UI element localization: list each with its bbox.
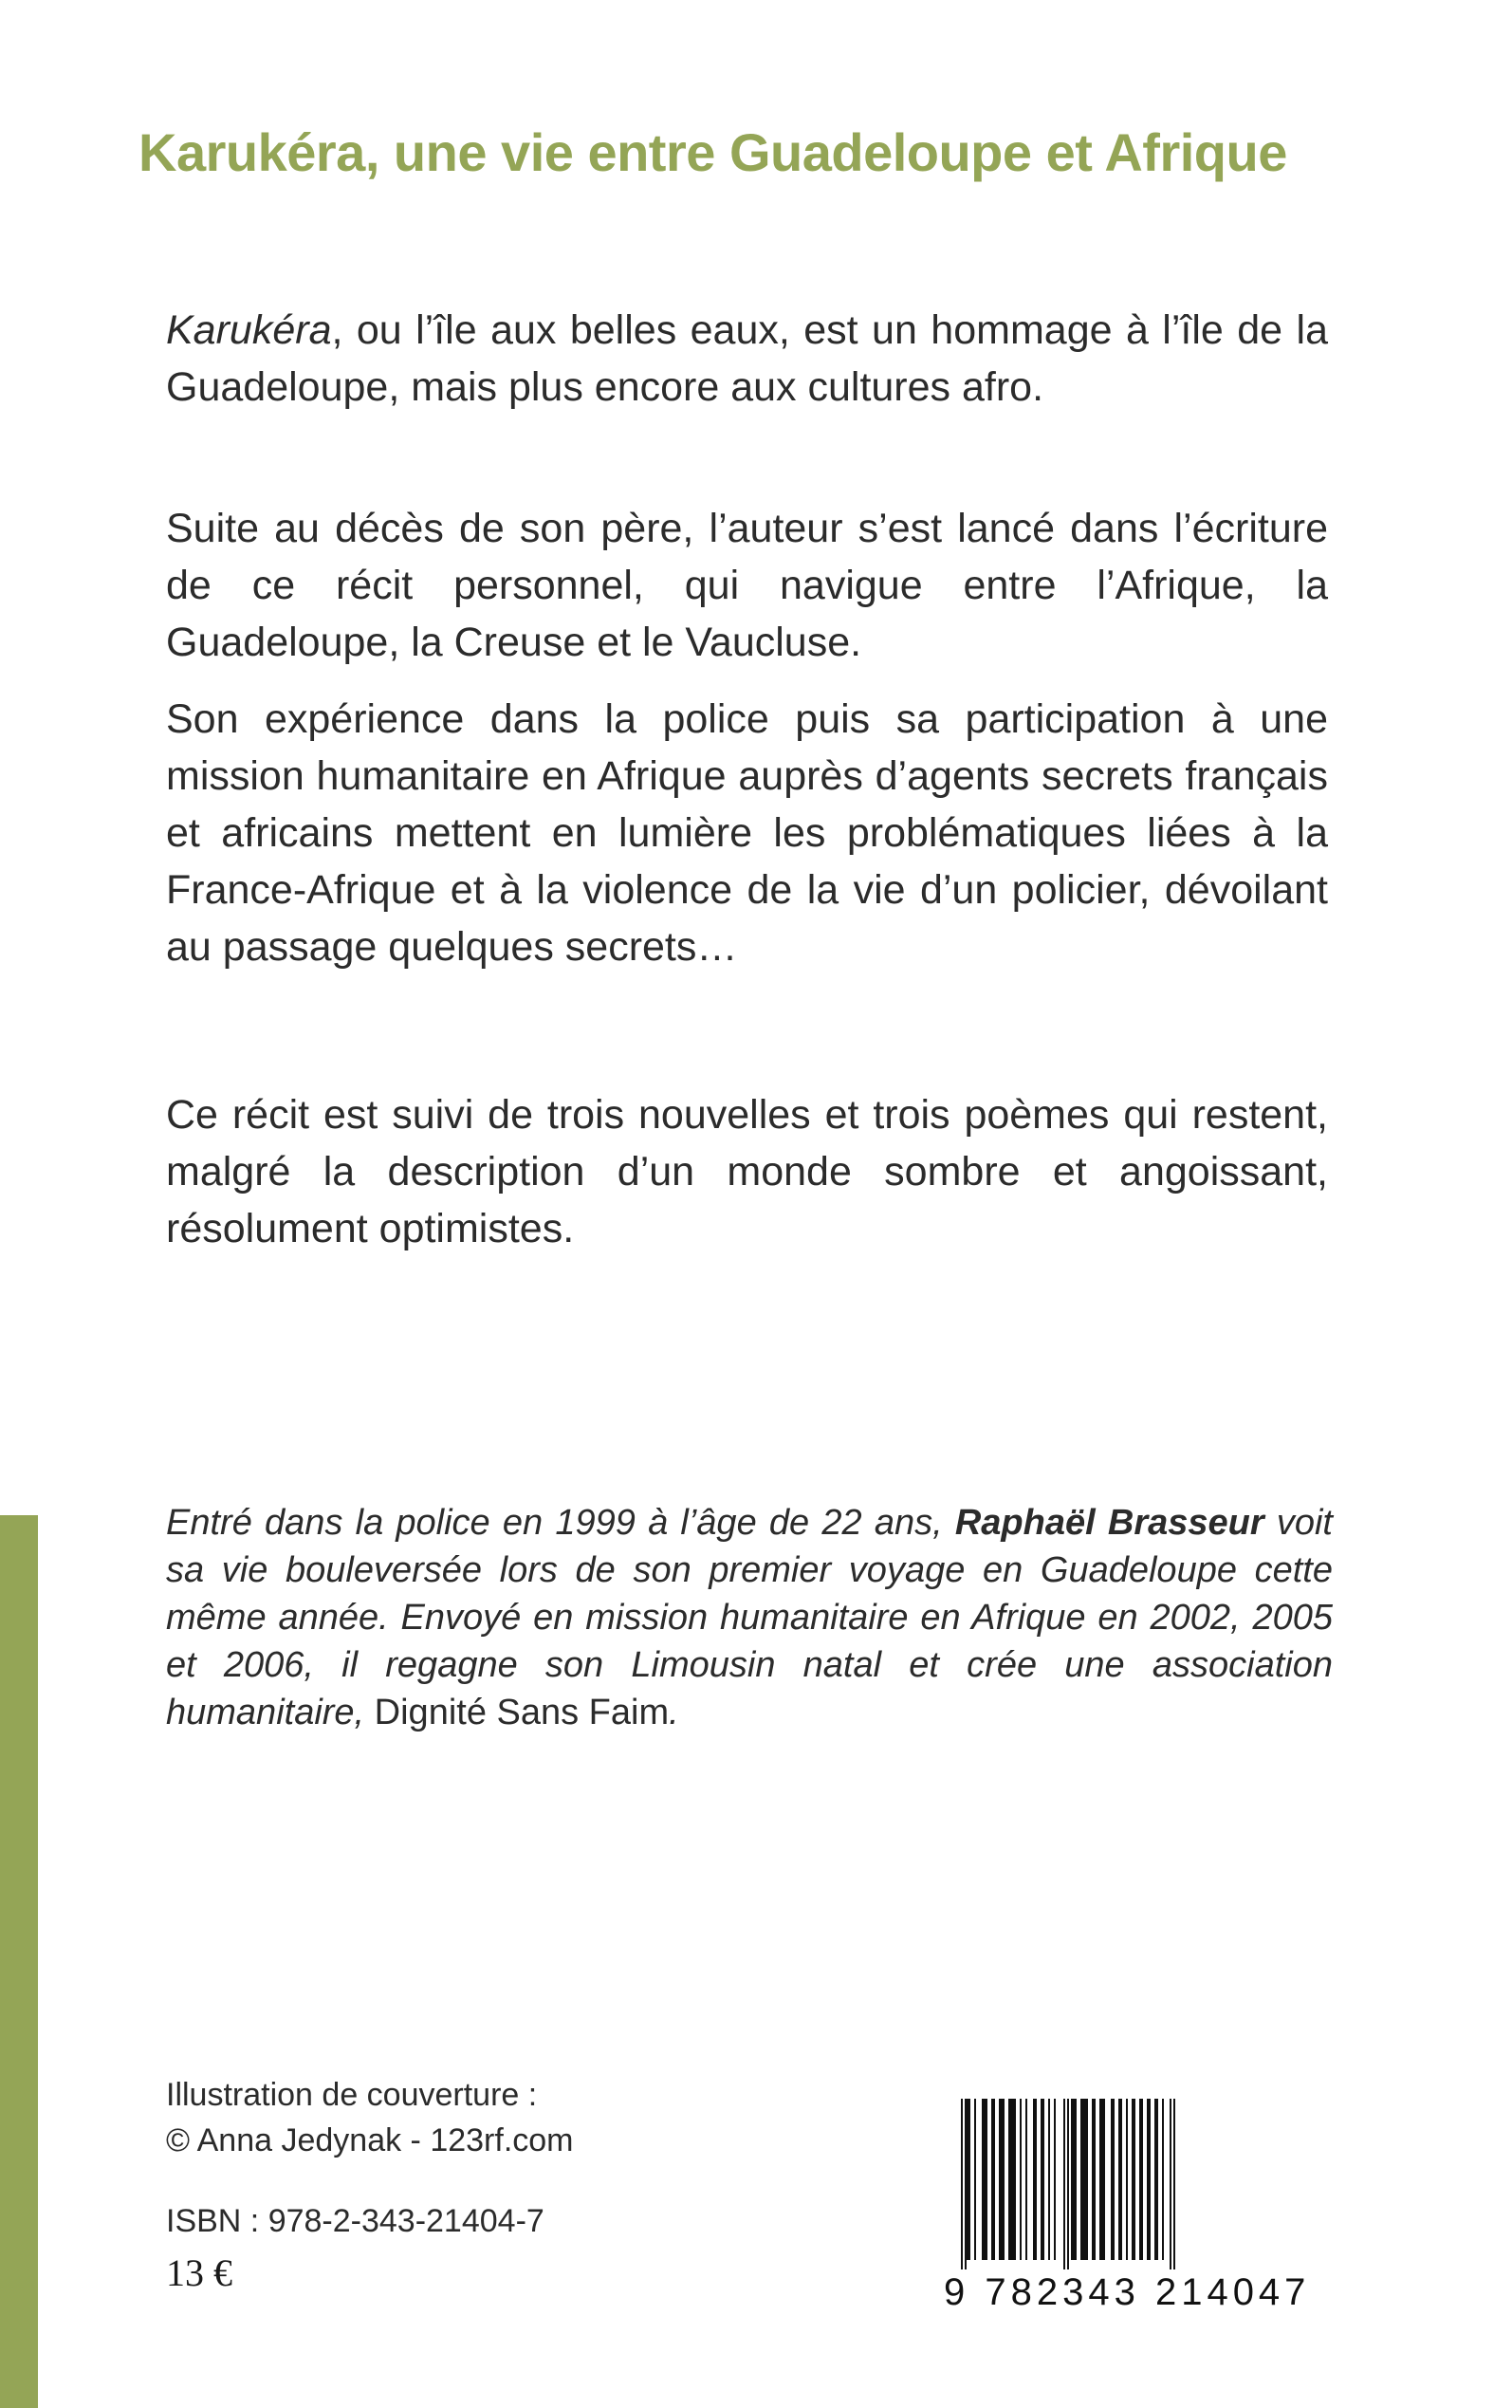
summary-paragraph-2: Suite au décès de son père, l’auteur s’est lancé dans l’écriture de ce récit personnel, qui navigue entre l’Afrique, la Guadeloupe, la Creuse et le Vaucluse. bbox=[166, 506, 1328, 665]
isbn: ISBN : 978-2-343-21404-7 bbox=[166, 2203, 544, 2239]
barcode-bar bbox=[1048, 2099, 1050, 2260]
credit-line-2: © Anna Jedynak - 123rf.com bbox=[166, 2122, 574, 2158]
barcode-bar bbox=[982, 2099, 987, 2260]
summary-paragraph-4: Ce récit est suivi de trois nouvelles et trois poèmes qui restent, malgré la description d’un monde sombre et angoissant, résolument optimistes. bbox=[166, 1092, 1328, 1251]
intro-text: , ou l’île aux belles eaux, est un hommage à l’île de la Guadeloupe, mais plus encore aux cultures afro. bbox=[166, 307, 1328, 410]
barcode-bar bbox=[1020, 2099, 1022, 2260]
bio-middle: voit sa vie bouleversée lors de son premier voyage en Guadeloupe cette même année. Envoyé en mission humanitaire en Afrique en 2002, 2005 et 2006, il regagne son Limousin natal et crée une association humanitaire, bbox=[166, 1503, 1333, 1732]
author-name: Raphaël Brasseur bbox=[954, 1503, 1264, 1543]
barcode-digits: 9 782343 214047 bbox=[944, 2271, 1311, 2313]
barcode-guard-bar bbox=[1170, 2099, 1171, 2269]
barcode-guard-bar bbox=[1173, 2099, 1175, 2269]
barcode-bar bbox=[1132, 2099, 1135, 2260]
price: 13 € bbox=[166, 2251, 232, 2294]
barcode-bar bbox=[1041, 2099, 1044, 2260]
intro-paragraph bbox=[166, 302, 1328, 416]
barcode-bar bbox=[1126, 2099, 1128, 2260]
barcode-guard-bar bbox=[1063, 2099, 1065, 2269]
green-accent-bar bbox=[0, 1515, 38, 2408]
barcode-guard-bar bbox=[1067, 2099, 1069, 2269]
barcode-bar bbox=[974, 2099, 976, 2260]
barcode-bar bbox=[1154, 2099, 1158, 2260]
barcode-bars bbox=[934, 2099, 1328, 2269]
barcode-bar bbox=[1054, 2099, 1056, 2260]
summary-paragraph-3: Son expérience dans la police puis sa participation à une mission humanitaire en Afrique auprès d’agents secrets français et africains mettent en lumière les problématiques liées à la France-Afrique et à la violence de la vie d’un policier, dévoilant au passage quelques secrets… bbox=[166, 696, 1328, 970]
barcode-bar bbox=[1033, 2099, 1037, 2260]
barcode-bar bbox=[1092, 2099, 1096, 2260]
barcode-bar bbox=[1099, 2099, 1105, 2260]
cover-credit bbox=[166, 2072, 574, 2163]
barcode-bar bbox=[967, 2099, 970, 2260]
barcode-bar bbox=[1147, 2099, 1151, 2260]
bio-start: Entré dans la police en 1999 à l’âge de 22 ans, bbox=[166, 1503, 955, 1543]
barcode-bar bbox=[1111, 2099, 1115, 2260]
credit-line-1: Illustration de couverture : bbox=[166, 2077, 538, 2113]
barcode-bar bbox=[991, 2099, 995, 2260]
barcode-bar bbox=[999, 2099, 1005, 2260]
barcode-guard-bar bbox=[961, 2099, 963, 2269]
barcode-bar bbox=[1139, 2099, 1143, 2260]
barcode-bar bbox=[1162, 2099, 1164, 2260]
bio-end: . bbox=[669, 1693, 679, 1732]
book-title: Karukéra, une vie entre Guadeloupe et Afrique bbox=[138, 122, 1287, 182]
association-name: Dignité Sans Faim bbox=[374, 1693, 670, 1732]
barcode-bar bbox=[1025, 2099, 1027, 2260]
author-bio bbox=[166, 1499, 1333, 1736]
intro-title-italic: Karukéra bbox=[166, 307, 332, 353]
barcode-bar bbox=[1080, 2099, 1088, 2260]
barcode-guard-bar bbox=[965, 2099, 967, 2269]
barcode-bar bbox=[1118, 2099, 1122, 2260]
barcode-bar bbox=[1008, 2099, 1016, 2260]
barcode-bar bbox=[1071, 2099, 1077, 2260]
